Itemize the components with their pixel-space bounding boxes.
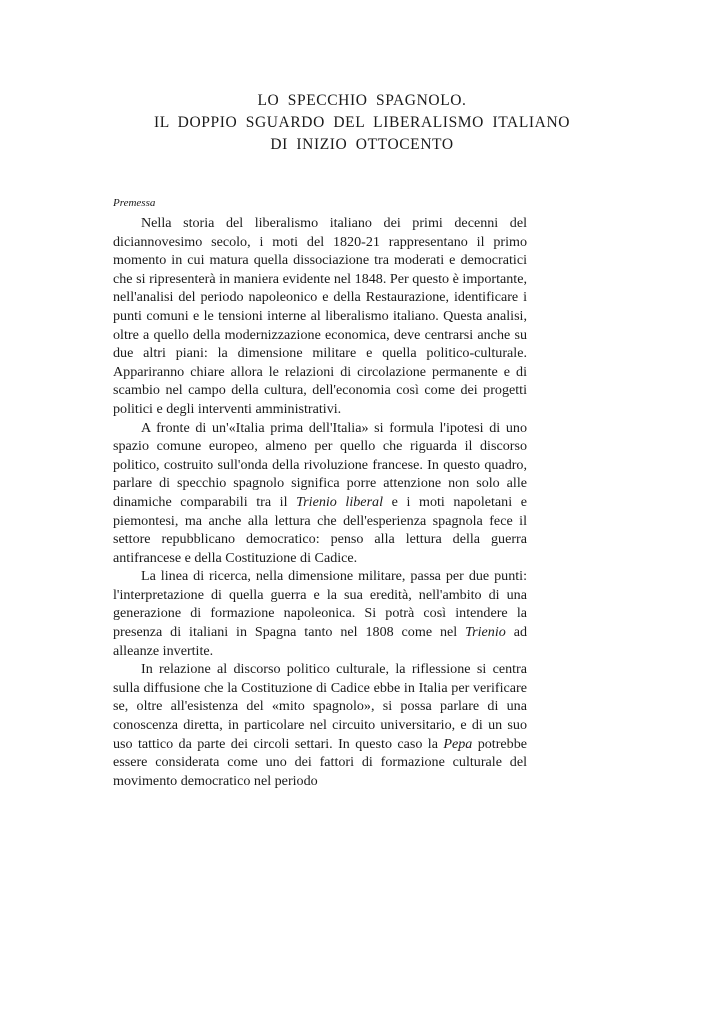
paragraph-3 xyxy=(113,567,527,660)
paragraph-1 xyxy=(113,214,527,419)
italic-term: Pepa xyxy=(443,735,473,752)
section-heading: Premessa xyxy=(113,197,156,209)
title-line-3: DI INIZIO OTTOCENTO xyxy=(270,136,454,153)
title-line-1: LO SPECCHIO SPAGNOLO. xyxy=(257,92,467,109)
paragraph-text: Nella storia del liberalismo italiano dei primi decenni del diciannovesimo secolo, i moti del 1820-21 rappresentano il primo momento in cui matura quella dissociazione tra moderati e democratici che si ripresenterà in maniera evidente nel 1848. Per questo è importante, nell'analisi del periodo napoleonico e della Restaurazione, identificare i punti comuni e le tensioni interne al liberalismo italiano. Questa analisi, oltre a quello della modernizzazione economica, deve centrarsi anche su due altri piani: la dimensione militare e quella politico-culturale. Appariranno chiare allora le relazioni di circolazione permanente e di scambio nel campo della cultura, dell'economia così come dei progetti politici e degli interventi amministrativi. xyxy=(113,215,527,417)
page-title xyxy=(100,90,624,156)
paragraph-2 xyxy=(113,419,527,568)
paragraph-text: potrebbe essere considerata come uno dei fattori di formazione culturale del movimento democratico nel periodo xyxy=(113,735,527,789)
italic-term: Trienio xyxy=(465,624,506,641)
paragraph-text: La linea di ricerca, nella dimensione militare, passa per due punti: l'interpretazione di quella guerra e la sua eredità, nell'ambito di una generazione di formazione napoleonica. Si potrà così intendere la presenza di italiani in Spagna tanto nel 1808 come nel xyxy=(113,568,527,641)
body-text xyxy=(113,214,527,790)
italic-term: Trienio liberal xyxy=(296,493,384,510)
paragraph-4 xyxy=(113,660,527,790)
paragraph-text: ad alleanze invertite. xyxy=(113,624,528,659)
paragraph-text: e i moti napoletani e piemontesi, ma anche alla lettura che dell'esperienza spagnola fece il settore repubblicano democratico: penso alla lettura della guerra antifrancese e della Costituzione di Cadice. xyxy=(113,493,527,566)
paragraph-text: A fronte di un'«Italia prima dell'Italia» si formula l'ipotesi di uno spazio comune europeo, almeno per quello che riguarda il discorso politico, costruito sull'onda della rivoluzione francese. In questo quadro, parlare di specchio spagnolo significa porre attenzione non solo alle dinamiche comparabili tra il xyxy=(113,419,527,510)
paragraph-text: In relazione al discorso politico culturale, la riflessione si centra sulla diffusione che la Costituzione di Cadice ebbe in Italia per verificare se, oltre all'esistenza del «mito spagnolo», si possa parlare di una conoscenza diretta, in particolare nel circuito universitario, e di un suo uso tattico da parte dei circoli settari. In questo caso la xyxy=(113,661,527,752)
title-line-2: IL DOPPIO SGUARDO DEL LIBERALISMO ITALIANO xyxy=(153,114,571,131)
